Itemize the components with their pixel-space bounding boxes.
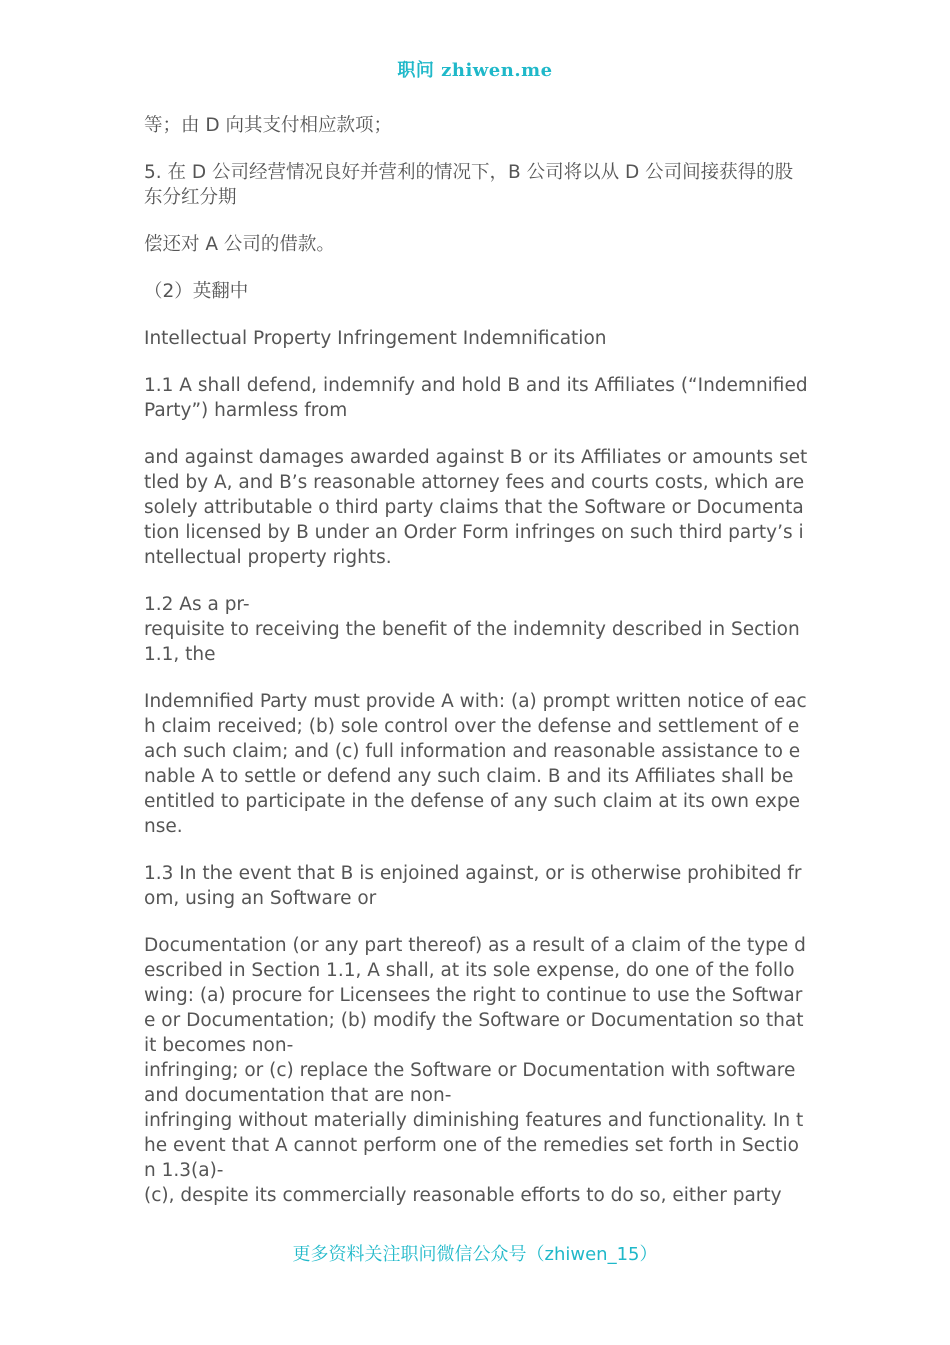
clause-title: Intellectual Property Infringement Indemnification: [144, 328, 607, 349]
clause-1-3-continued-b: infringing without materially diminishing features and functionality. In the event that A cannot perform one of the remedies set forth in Section 1.3(a)-: [144, 1110, 804, 1181]
clause-1-3-body: Documentation (or any part thereof) as a result of a claim of the type described in Section 1.1, A shall, at its sole expense, do one of the following: (a) procure for Licensees the right to continue to use the Software or Documentation; (b) modify the Software or Documentation so that it becomes non-: [144, 935, 806, 1056]
paragraph-repayment: 偿还对 A 公司的借款。: [144, 234, 335, 255]
clause-1-2-continued: requisite to receiving the benefit of the indemnity described in Section 1.1, the: [144, 619, 800, 665]
clause-1-1-body: and against damages awarded against B or its Affiliates or amounts settled by A, and B’s reasonable attorney fees and courts costs, which are solely attributable o third party claims that the Software or Documentation licensed by B under an Order Form infringes on such third party’s intellectual property rights.: [144, 447, 808, 568]
clause-1-2-body: Indemnified Party must provide A with: (a) prompt written notice of each claim received; (b) sole control over the defense and settlement of each such claim; and (c) full information and reasonable assistance to enable A to settle or defend any such claim. B and its Affiliates shall be entitled to participate in the defense of any such claim at its own expense.: [144, 691, 807, 837]
section-heading-en-to-zh: （2）英翻中: [144, 281, 249, 302]
document-body: [144, 113, 808, 1208]
clause-1-3-continued-a: infringing; or (c) replace the Software or Documentation with software and documentation that are non-: [144, 1060, 796, 1106]
page-footer: 更多资料关注职问微信公众号（zhiwen_15）: [292, 1244, 658, 1265]
page-header: 职问 zhiwen.me: [397, 60, 553, 81]
paragraph-item-5: 5. 在 D 公司经营情况良好并营利的情况下，B 公司将以从 D 公司间接获得的股东分红分期: [144, 162, 794, 208]
clause-1-1-intro: 1.1 A shall defend, indemnify and hold B and its Affiliates (“Indemnified Party”) harmless from: [144, 375, 808, 421]
clause-1-3-continued-c: (c), despite its commercially reasonable efforts to do so, either party: [144, 1185, 782, 1206]
clause-1-2-intro: 1.2 As a pr-: [144, 594, 250, 615]
paragraph-payment: 等；由 D 向其支付相应款项；: [144, 115, 393, 136]
clause-1-3-intro: 1.3 In the event that B is enjoined against, or is otherwise prohibited from, using an Software or: [144, 863, 802, 909]
